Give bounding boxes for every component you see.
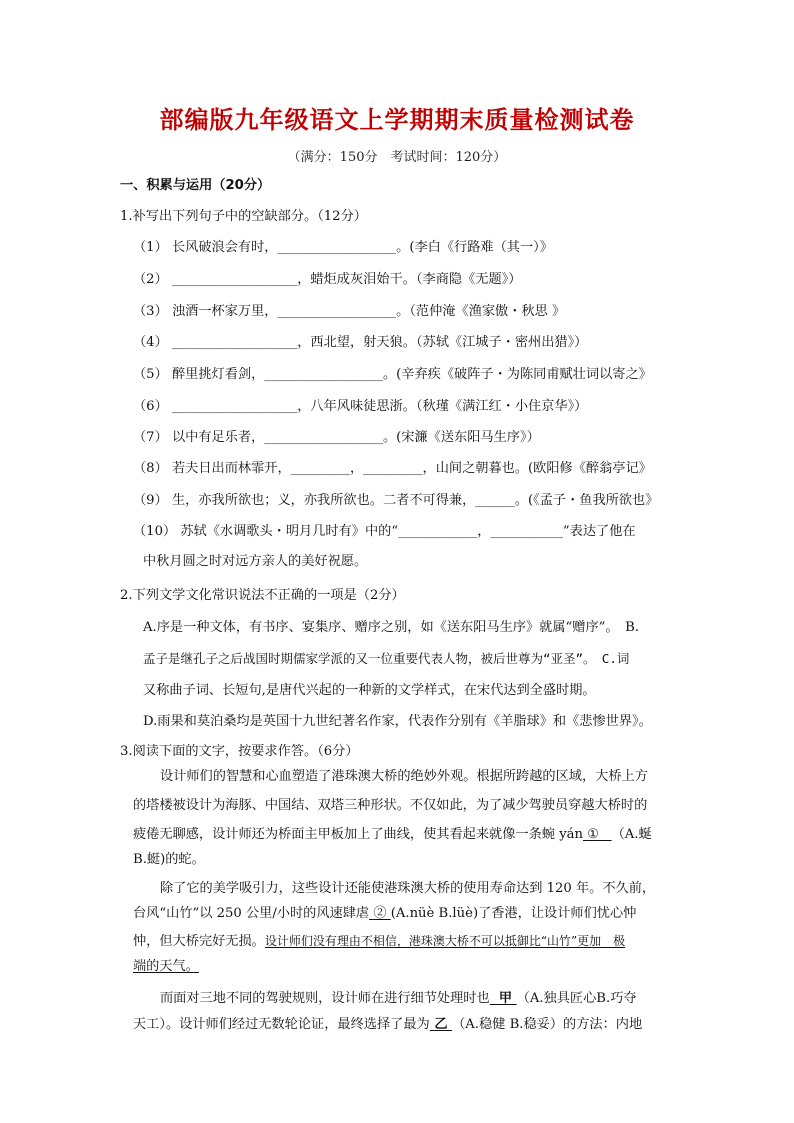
blank-options: （A.独具匠心B.巧夺	[516, 991, 637, 1006]
answer-blank-yi[interactable]: 乙	[434, 1017, 448, 1032]
fill-blank-item-continued: 中秋月圆之时对远方亲人的美好祝愿。	[143, 554, 368, 569]
page-title: 部编版九年级语文上学期期末质量检测试卷	[159, 106, 635, 134]
passage-line: B.蜓)的蛇。	[133, 852, 205, 867]
section-heading: 一、积累与运用（20分）	[120, 178, 271, 193]
fill-blank-item: （1） 长风破浪会有时，__________________。(李白《行路难（其一）》	[133, 240, 553, 255]
underlined-sentence: 设计师们没有理由不相信，港珠澳大桥不可以抵御比“山竹”更加 极	[264, 934, 626, 948]
passage-text: 天工）。设计师们经过无数轮论证，最终选择了最为	[133, 1017, 430, 1032]
option-line: A.序是一种文体，有书序、宴集序、赠序之别，如《送东阳马生序》就属“赠序”。 B.	[143, 620, 640, 635]
passage-line: 设计师们的智慧和心血塑造了港珠澳大桥的绝妙外观。根据所跨越的区域，大桥上方	[160, 769, 648, 784]
passage-line	[133, 1016, 713, 1034]
passage-line: 除了它的美学吸引力，这些设计还能使港珠澳大桥的使用寿命达到 120 年。不久前，	[160, 881, 656, 896]
passage-line	[133, 905, 713, 923]
passage-line	[133, 826, 713, 844]
passage-text: 而面对三地不同的驾驶规则，设计师在进行细节处理时也	[160, 991, 490, 1006]
fill-blank-item: （10） 苏轼《水调歌头・明月几时有》中的“____________，___________”表达了他在	[133, 524, 636, 539]
passage-line	[133, 932, 713, 951]
answer-blank-1[interactable]: ①	[587, 827, 600, 842]
fill-blank-item: （8） 若夫日出而林霏开，_________，_________，山间之朝暮也。(欧阳修《醉翁亭记》	[133, 461, 652, 476]
fill-blank-item: （6） ___________________，八年风味徒思浙。（秋瑾《满江红・小住京华》）	[133, 399, 588, 414]
fill-blank-item: （7） 以中有足乐者，__________________。(宋濂《送东阳马生序》）	[133, 430, 540, 445]
blank-options: （A.蜒	[611, 827, 652, 842]
passage-text: 疲倦无聊感，设计师还为桥面主甲板加上了曲线，使其看起来就像一条蜿 yán	[133, 827, 583, 842]
question-stem: 2.下列文学文化常识说法不正确的一项是（2分）	[120, 588, 405, 603]
passage-text: 忡，但大桥完好无损。	[133, 934, 265, 949]
option-line: 孟子是继孔子之后战国时期儒家学派的又一位重要代表人物，被后世尊为“亚圣”。 C.词	[143, 651, 630, 666]
option-line: D.雨果和莫泊桑均是英国十九世纪著名作家，代表作分别有《羊脂球》和《悲惨世界》。	[143, 714, 652, 729]
blank-options: (A.nüè B.lüè)了香港，让设计师们忧心忡	[390, 906, 637, 921]
underlined-sentence-end: 端的天气。	[133, 959, 199, 974]
fill-blank-item: （3） 浊酒一杯家万里，__________________。（范仲淹《渔家傲・秋思 》	[133, 304, 566, 319]
passage-text: 台风“山竹”以 250 公里/小时的风速肆虐	[133, 906, 370, 921]
fill-blank-item: （5） 醉里挑灯看剑，__________________。(辛弃疾《破阵子・为陈同甫赋壮词以寄之》	[133, 367, 652, 382]
fill-blank-item: （2） ___________________，蜡炬成灰泪始干。（李商隐《无题》）	[133, 272, 522, 287]
question-stem: 3.阅读下面的文字，按要求作答。（6分）	[120, 744, 359, 759]
passage-line	[133, 958, 713, 976]
option-line: 又称曲子词、长短句,是唐代兴起的一种新的文学样式，在宋代达到全盛时期。	[143, 683, 596, 698]
fill-blank-item: （4） ___________________，西北望，射天狼。（苏轼《江城子・密州出猎》）	[133, 335, 588, 350]
passage-line: 的塔楼被设计为海豚、中国结、双塔三种形状。不仅如此，为了减少驾驶员穿越大桥时的	[133, 798, 648, 813]
passage-line	[160, 990, 740, 1008]
answer-blank-2[interactable]: ②	[373, 906, 387, 921]
fill-blank-item: （9） 生，亦我所欲也；义，亦我所欲也。二者不可得兼，______。(《孟子・鱼我所欲也》	[133, 493, 659, 508]
exam-info: （满分：150分 考试时间：120分）	[287, 150, 507, 165]
blank-options: （A.稳健 B.稳妥）的方法：内地	[452, 1017, 643, 1032]
answer-blank-jia[interactable]: 甲	[498, 991, 513, 1006]
question-stem: 1.补写出下列句子中的空缺部分。（12分）	[120, 209, 367, 224]
